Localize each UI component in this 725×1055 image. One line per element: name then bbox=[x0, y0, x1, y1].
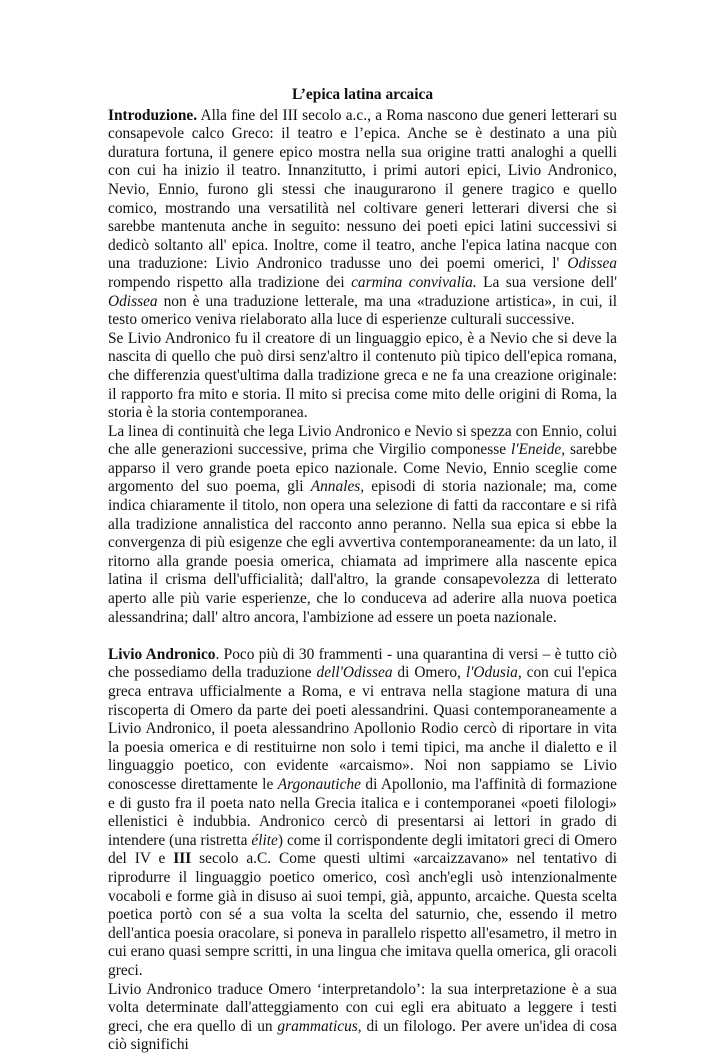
intro-paragraph-1: Introduzione. Alla fine del III secolo a.c., a Roma nascono due generi letterari su consapevole calco Greco: il teatro e l’epica. Anche se è destinato a una più duratura fortuna, il genere epico mostra nella sua origine tratti analoghi a quelli con cui ha inizio il teatro. Innanzitutto, i primi autori epici, Livio Andronico, Nevio, Ennio, furono gli stessi che inaugurarono il genere tragico e quello comico, mostrando una versatilità nel coltivare generi letterari diversi che si sarebbe mantenuta anche in seguito: nessuno dei poeti epici latini successivi si dedicò soltanto all' epica. Inoltre, come il teatro, anche l'epica latina nacque con una traduzione: Livio Andronico tradusse uno dei poemi omerici, l' Odissea rompendo rispetto alla tradizione dei carmina convivalia. La sua versione dell' Odissea non è una traduzione letterale, ma una «traduzione artistica», in cui, il testo omerico veniva rielaborato alla luce di esperienze culturali successive. bbox=[108, 106, 617, 329]
intro-paragraph-2: Se Livio Andronico fu il creatore di un linguaggio epico, è a Nevio che si deve la nascita di quello che può dirsi senz'altro il contenuto più tipico dell'epica romana, che differenzia quest'ultima dalla tradizione greca e ne fa una creazione originale: il rapporto fra mito e storia. Il mito si precisa come mito delle origini di Roma, la storia è la storia contemporanea. bbox=[108, 329, 617, 422]
livio-heading: Livio Andronico bbox=[108, 645, 216, 663]
livio-paragraph-2: Livio Andronico traduce Omero ‘interpretandolo’: la sua interpretazione è a sua volta determinate dall'atteggiamento con cui egli era abituato a leggere i testi greci, che era quello di un grammaticus, di un filologo. Per avere un'idea di cosa ciò significhi bbox=[108, 980, 617, 1054]
document-title: L’epica latina arcaica bbox=[291, 86, 434, 103]
intro-paragraph-3: La linea di continuità che lega Livio Andronico e Nevio si spezza con Ennio, colui che alle generazioni successive, prima che Virgilio componesse l'Eneide, sarebbe apparso il vero grande poeta epico nazionale. Come Nevio, Ennio sceglie come argomento del suo poema, gli Annales, episodi di storia nazionale; ma, come indica chiaramente il titolo, non opera una selezione di fatti da raccontare e si rifà alla tradizione annalistica del racconto anno peranno. Nella sua epica si ebbe la convergenza di più esigenze che egli avvertiva contemporaneamente: da un lato, il ritorno alla grande poesia omerica, chiamata ad imprimere alla nascente epica latina il crisma dell'ufficialità; dall'altro, la grande consapevolezza di letterato aperto alle più varie esperienze, che lo conduceva ad aderire alla nuova poetica alessandrina; dall' altro ancora, l'ambizione ad essere un poeta nazionale. bbox=[108, 422, 618, 626]
intro-heading: Introduzione. bbox=[108, 106, 198, 124]
livio-paragraph-1: Livio Andronico. Poco più di 30 frammenti - una quarantina di versi – è tutto ciò che possediamo della traduzione dell'Odissea di Omero, l'Odusia, con cui l'epica greca entrava ufficialmente a Roma, e vi entrava nella stagione matura di una riscoperta di Omero da parte dei poeti alessandrini. Quasi contemporaneamente a Livio Andronico, il poeta alessandrino Apollonio Rodio cercò di riportare in vita la poesia omerica e di restituirne non solo i temi tipici, ma anche il dialetto e il linguaggio poetico, con evidente «arcaismo». Noi non sappiamo se Livio conoscesse direttamente le Argonautiche di Apollonio, ma l'affinità di formazione e di gusto fra il poeta nato nella Grecia italica e i contemporanei «poeti filologi» ellenistici è indubbia. Andronico cercò di presentarsi ai lettori in grado di intendere (una ristretta élite) come il corrispondente degli imitatori greci di Omero del IV e III secolo a.C. Come questi ultimi «arcaizzavano» nel tentativo di riprodurre il linguaggio poetico omerico, così anch'egli usò intenzionalmente vocaboli e forme già in disuso ai suoi tempi, già, appunto, arcaiche. Questa scelta poetica portò con sé a sua volta la scelta del saturnio, che, essendo il metro dell'antica poesia oracolare, si poneva in parallelo rispetto all'esametro, il metro in cui erano quasi sempre scritti, in una lingua che imitava quella omerica, gli oracoli greci. bbox=[108, 645, 618, 979]
